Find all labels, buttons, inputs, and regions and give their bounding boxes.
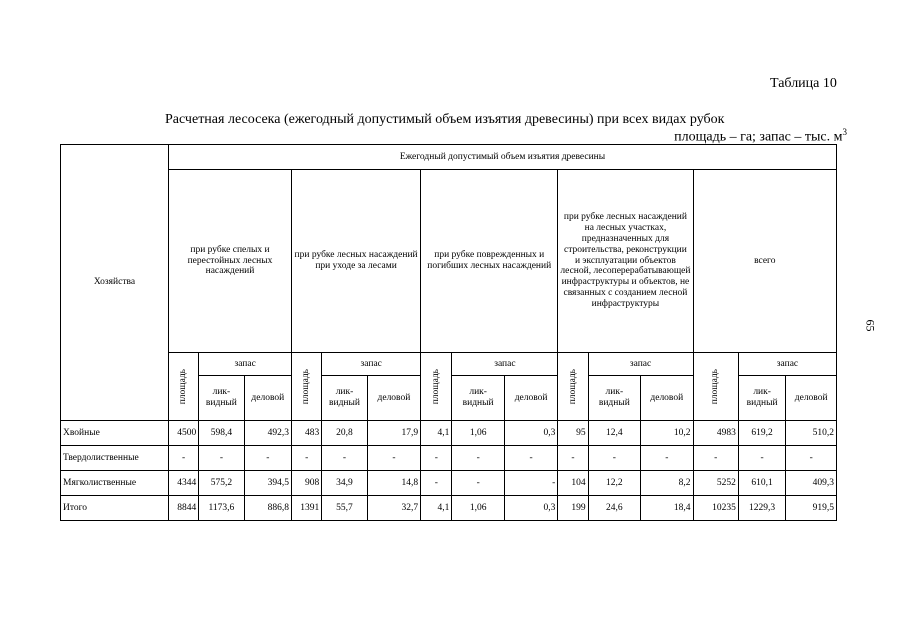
header-liquid: лик-видный <box>199 376 244 421</box>
table-row <box>61 421 837 446</box>
row-name: Хвойные <box>61 421 169 446</box>
header-business: деловой <box>504 376 557 421</box>
cell: 510,2 <box>786 421 837 446</box>
cell: 12,2 <box>588 471 640 496</box>
cell: 610,1 <box>738 471 785 496</box>
cell: - <box>504 471 557 496</box>
cell: - <box>452 446 504 471</box>
row-name: Твердолиственные <box>61 446 169 471</box>
cell: 17,9 <box>367 421 420 446</box>
cell: 5252 <box>693 471 738 496</box>
header-area-label: площадь <box>567 368 578 405</box>
cell: 4983 <box>693 421 738 446</box>
table-caption: Расчетная лесосека (ежегодный допустимый объем изъятия древесины) при всех видах рубок <box>165 112 725 127</box>
cell: 32,7 <box>367 496 420 521</box>
header-stock: запас <box>452 353 558 376</box>
header-area <box>693 353 738 421</box>
header-group-thinning: при рубке лесных насаждений при уходе за лесами <box>292 170 421 353</box>
cell: 0,3 <box>504 421 557 446</box>
cell: 1391 <box>292 496 322 521</box>
header-area-label: площадь <box>430 368 441 405</box>
header-liquid: лик-видный <box>738 376 785 421</box>
cell: - <box>693 446 738 471</box>
cell: - <box>168 446 198 471</box>
header-area-label: площадь <box>301 368 312 405</box>
cell: 1173,6 <box>199 496 244 521</box>
cell: 4,1 <box>421 496 452 521</box>
allowable-cut-table <box>60 144 837 521</box>
cell: - <box>786 446 837 471</box>
cell: 1,06 <box>452 496 504 521</box>
header-group-mature: при рубке спелых и перестойных лесных насаждений <box>168 170 291 353</box>
header-area <box>168 353 198 421</box>
header-business: деловой <box>367 376 420 421</box>
header-group-damaged: при рубке поврежденных и погибших лесных насаждений <box>421 170 558 353</box>
header-liquid: лик-видный <box>452 376 504 421</box>
header-row-top <box>61 145 837 170</box>
cell: 14,8 <box>367 471 420 496</box>
cell: - <box>199 446 244 471</box>
table-label: Таблица 10 <box>770 76 837 91</box>
cell: - <box>558 446 588 471</box>
header-business: деловой <box>244 376 291 421</box>
header-business: деловой <box>786 376 837 421</box>
units-superscript: 3 <box>842 127 847 137</box>
header-stock: запас <box>588 353 693 376</box>
header-row-groups <box>61 170 837 353</box>
cell: 199 <box>558 496 588 521</box>
units-note <box>674 127 847 146</box>
header-group-total: всего <box>693 170 836 353</box>
cell: 4,1 <box>421 421 452 446</box>
cell: 34,9 <box>322 471 367 496</box>
cell: 575,2 <box>199 471 244 496</box>
cell: 619,2 <box>738 421 785 446</box>
cell: 12,4 <box>588 421 640 446</box>
cell: - <box>588 446 640 471</box>
header-stock: запас <box>738 353 836 376</box>
cell: 409,3 <box>786 471 837 496</box>
cell: 0,3 <box>504 496 557 521</box>
cell: - <box>738 446 785 471</box>
cell: 55,7 <box>322 496 367 521</box>
cell: 18,4 <box>641 496 693 521</box>
cell: 919,5 <box>786 496 837 521</box>
row-name: Итого <box>61 496 169 521</box>
cell: - <box>367 446 420 471</box>
cell: - <box>421 446 452 471</box>
cell: 104 <box>558 471 588 496</box>
cell: - <box>322 446 367 471</box>
table-row <box>61 471 837 496</box>
header-business: деловой <box>641 376 693 421</box>
cell: 95 <box>558 421 588 446</box>
header-area-label: площадь <box>178 368 189 405</box>
header-group-construction: при рубке лесных насаждений на лесных участках, предназначенных для строительства, реконструкции и эксплуатации объектов лесной, лесоперерабатывающей инфраструктуры и объектов, не связанных с созданием лесной инфраструктуры <box>558 170 693 353</box>
header-row-stock <box>61 353 837 376</box>
cell: 1229,3 <box>738 496 785 521</box>
cell: 24,6 <box>588 496 640 521</box>
page-number: 65 <box>863 319 878 332</box>
cell: 4344 <box>168 471 198 496</box>
cell: - <box>504 446 557 471</box>
cell: - <box>244 446 291 471</box>
cell: 483 <box>292 421 322 446</box>
cell: - <box>292 446 322 471</box>
header-liquid: лик-видный <box>588 376 640 421</box>
cell: 1,06 <box>452 421 504 446</box>
table-row-total <box>61 496 837 521</box>
header-area <box>421 353 452 421</box>
cell: 908 <box>292 471 322 496</box>
cell: 4500 <box>168 421 198 446</box>
header-stock: запас <box>199 353 292 376</box>
cell: 394,5 <box>244 471 291 496</box>
cell: 492,3 <box>244 421 291 446</box>
cell: 10235 <box>693 496 738 521</box>
cell: 598,4 <box>199 421 244 446</box>
cell: - <box>641 446 693 471</box>
cell: 886,8 <box>244 496 291 521</box>
cell: 8844 <box>168 496 198 521</box>
header-area <box>292 353 322 421</box>
cell: 10,2 <box>641 421 693 446</box>
header-annual-volume: Ежегодный допустимый объем изъятия древесины <box>168 145 836 170</box>
header-area <box>558 353 588 421</box>
header-liquid: лик-видный <box>322 376 367 421</box>
cell: 20,8 <box>322 421 367 446</box>
header-stock: запас <box>322 353 421 376</box>
cell: 8,2 <box>641 471 693 496</box>
table-row <box>61 446 837 471</box>
units-text: площадь – га; запас – тыс. м <box>674 129 843 145</box>
header-area-label: площадь <box>710 368 721 405</box>
cell: - <box>452 471 504 496</box>
header-farms: Хозяйства <box>61 145 169 421</box>
cell: - <box>421 471 452 496</box>
row-name: Мягколиственные <box>61 471 169 496</box>
